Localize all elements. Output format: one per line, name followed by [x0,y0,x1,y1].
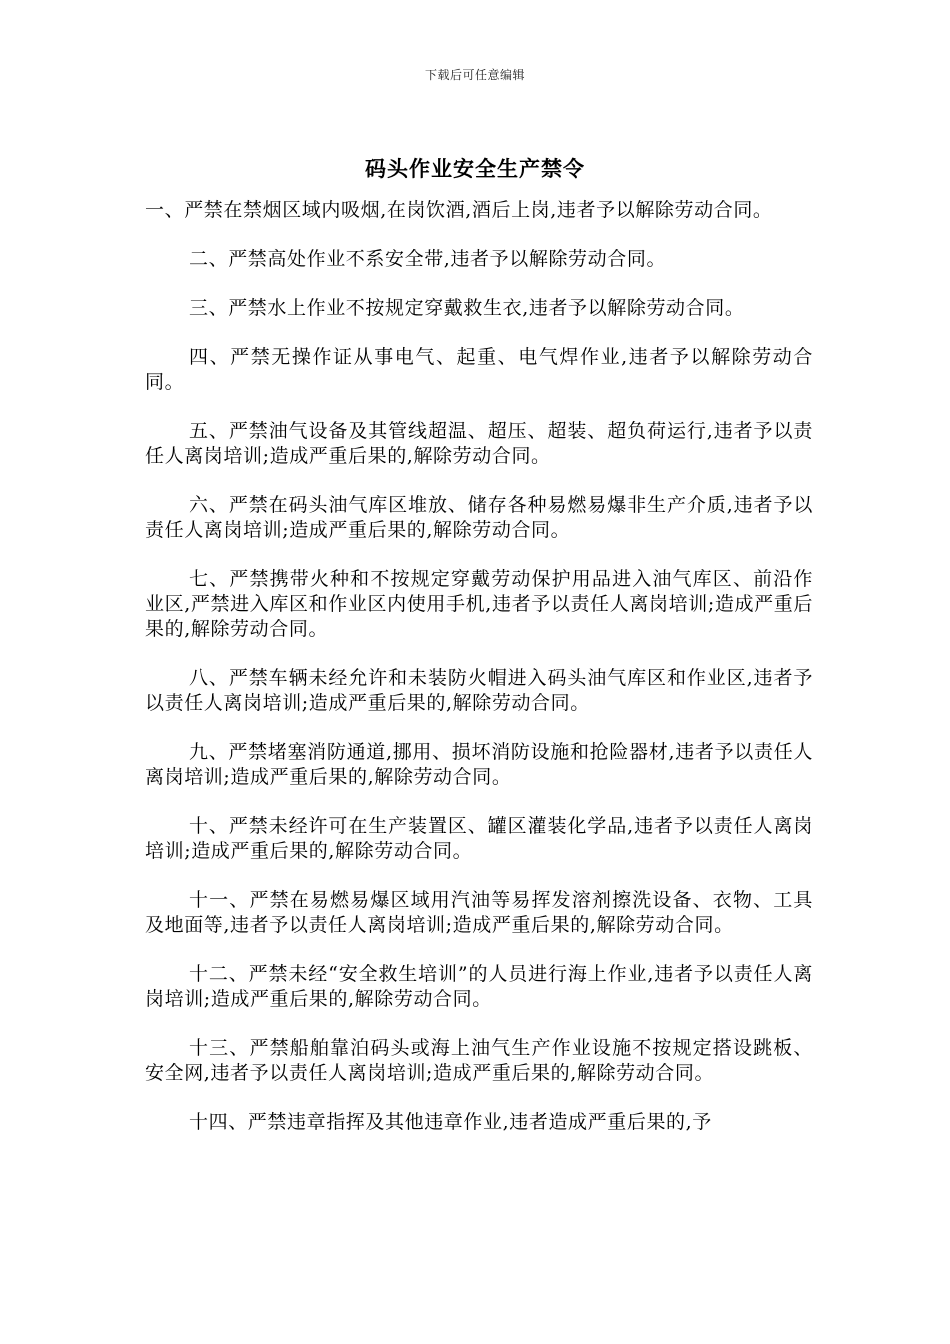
clause-13: 十三、严禁船舶靠泊码头或海上油气生产作业设施不按规定搭设跳板、安全网,违者予以责任人离岗培训;造成严重后果的,解除劳动合同。 [145,1037,813,1084]
clause-7: 七、严禁携带火种和不按规定穿戴劳动保护用品进入油气库区、前沿作业区,严禁进入库区和作业区内使用手机,违者予以责任人离岗培训;造成严重后果的,解除劳动合同。 [145,568,813,640]
page-header-note: 下载后可任意编辑 [424,68,525,82]
clause-1: 一、严禁在禁烟区域内吸烟,在岗饮酒,酒后上岗,违者予以解除劳动合同。 [145,199,773,221]
document-title: 码头作业安全生产禁令 [365,156,585,181]
clause-6: 六、严禁在码头油气库区堆放、储存各种易燃易爆非生产介质,违者予以责任人离岗培训;造成严重后果的,解除劳动合同。 [145,494,813,541]
clause-12: 十二、严禁未经“安全救生培训”的人员进行海上作业,违者予以责任人离岗培训;造成严重后果的,解除劳动合同。 [145,963,813,1010]
clause-10: 十、严禁未经许可在生产装置区、罐区灌装化学品,违者予以责任人离岗培训;造成严重后果的,解除劳动合同。 [145,815,813,862]
clause-4: 四、严禁无操作证从事电气、起重、电气焊作业,违者予以解除劳动合同。 [145,346,813,393]
document-body [145,198,813,1159]
clause-14: 十四、严禁违章指挥及其他违章作业,违者造成严重后果的,予 [189,1111,712,1133]
clause-5: 五、严禁油气设备及其管线超温、超压、超装、超负荷运行,违者予以责任人离岗培训;造成严重后果的,解除劳动合同。 [145,420,813,467]
clause-3: 三、严禁水上作业不按规定穿戴救生衣,违者予以解除劳动合同。 [189,297,745,319]
clause-2: 二、严禁高处作业不系安全带,违者予以解除劳动合同。 [189,248,667,270]
clause-11: 十一、严禁在易燃易爆区域用汽油等易挥发溶剂擦洗设备、衣物、工具及地面等,违者予以责任人离岗培训;造成严重后果的,解除劳动合同。 [145,889,813,936]
clause-8: 八、严禁车辆未经允许和未装防火帽进入码头油气库区和作业区,违者予以责任人离岗培训;造成严重后果的,解除劳动合同。 [145,667,813,714]
clause-9: 九、严禁堵塞消防通道,挪用、损坏消防设施和抢险器材,违者予以责任人离岗培训;造成严重后果的,解除劳动合同。 [145,741,813,788]
